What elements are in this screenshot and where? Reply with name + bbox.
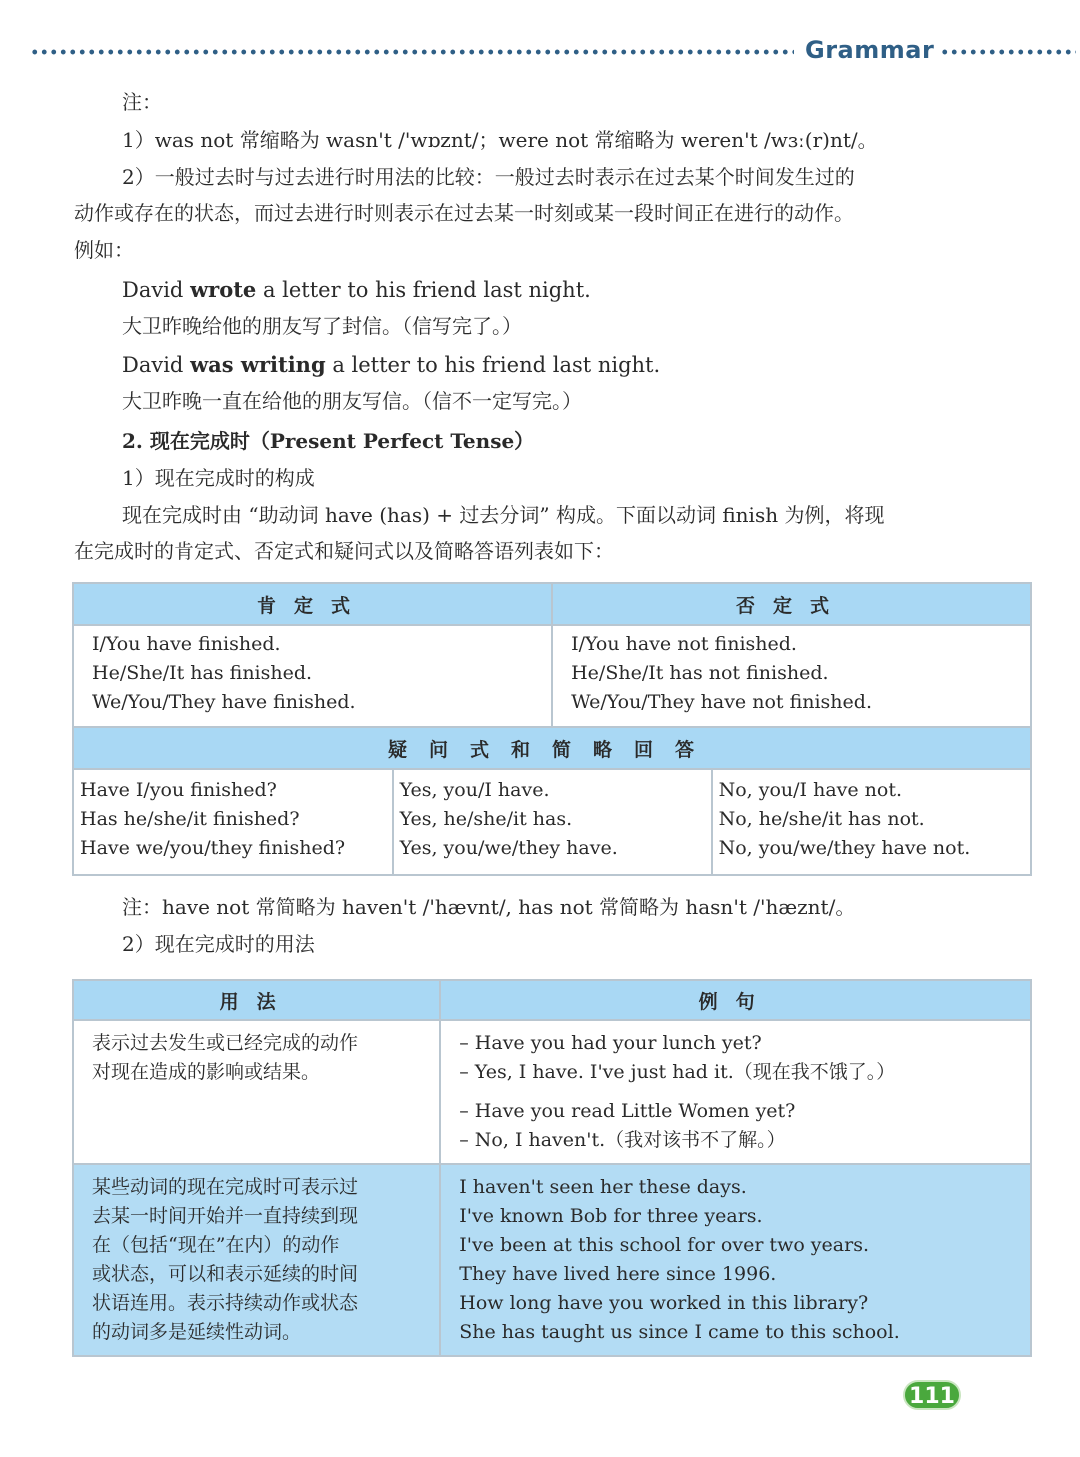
example-line: – No, I haven't.（我对该书不了解。）: [459, 1129, 786, 1151]
yes-line: Yes, you/I have.: [399, 779, 550, 801]
example-1: [122, 276, 591, 304]
spacer: [459, 1087, 1012, 1097]
conjugation-table: [72, 582, 1032, 876]
example-line: I haven't seen her these days.: [459, 1176, 747, 1198]
question-line: Have we/you/they finished?: [80, 837, 346, 859]
example-2-translation: 大卫昨晚一直在给他的朋友写信。（信不一定写完。）: [122, 389, 582, 413]
yes-answer-cell: [393, 769, 712, 875]
example-line: – Have you had your lunch yet?: [459, 1032, 762, 1054]
yes-line: Yes, he/she/it has.: [399, 808, 573, 830]
usage-line: 某些动词的现在完成时可表示过: [92, 1176, 359, 1198]
usage-row-2: [73, 1164, 440, 1356]
neg-line: We/You/They have not finished.: [571, 691, 872, 713]
example-line: – Have you read Little Women yet?: [459, 1100, 796, 1122]
neg-line: I/You have not finished.: [571, 633, 797, 655]
example-line: I've been at this school for over two years.: [459, 1234, 869, 1256]
example-line: I've known Bob for three years.: [459, 1205, 763, 1227]
note-2-line-a: 2）一般过去时与过去进行时用法的比较：一般过去时表示在过去某个时间发生过的: [122, 165, 855, 189]
neg-line: He/She/It has not finished.: [571, 662, 829, 684]
no-line: No, he/she/it has not.: [718, 808, 925, 830]
usage-line: 对现在造成的影响或结果。: [92, 1061, 321, 1083]
affirm-line: He/She/It has finished.: [92, 662, 313, 684]
usage-line: 的动词多是延续性动词。: [92, 1321, 302, 1343]
example-row-1: [440, 1020, 1031, 1164]
example-line: How long have you worked in this library?: [459, 1292, 869, 1314]
section-2-title: 2. 现在完成时（Present Perfect Tense）: [122, 429, 535, 453]
head-usage: 用法: [73, 980, 440, 1020]
usage-row-1: [73, 1020, 440, 1164]
example-1-translation: 大卫昨晚给他的朋友写了封信。（信写完了。）: [122, 314, 522, 338]
question-cell: [73, 769, 393, 875]
no-answer-cell: [712, 769, 1031, 875]
section-2-desc-a: 现在完成时由 “助动词 have (has) + 过去分词” 构成。下面以动词 finish 为例，将现: [122, 503, 885, 527]
question-line: Has he/she/it finished?: [80, 808, 300, 830]
example-2-post: a letter to his friend last night.: [325, 353, 661, 377]
example-2-verb: was writing: [190, 352, 326, 377]
note-label: 注：: [122, 90, 162, 114]
contraction-note: 注：have not 常简略为 haven't /'hævnt/, has not 常简略为 hasn't /'hæznt/。: [122, 895, 856, 919]
head-example: 例句: [440, 980, 1031, 1020]
usage-table: [72, 979, 1032, 1357]
example-2-pre: David: [122, 353, 191, 377]
affirm-line: I/You have finished.: [92, 633, 281, 655]
head-negative: 否定式: [552, 583, 1031, 625]
header-dots-right: [940, 49, 1076, 55]
no-line: No, you/I have not.: [718, 779, 903, 801]
affirm-line: We/You/They have finished.: [92, 691, 356, 713]
note-2-line-b: 动作或存在的状态，而过去进行时则表示在过去某一时刻或某一段时间正在进行的动作。: [74, 201, 854, 225]
usage-line: 在（包括“现在”在内）的动作: [92, 1234, 340, 1256]
head-question: 疑问式和简略回答: [73, 727, 1031, 769]
head-affirmative: 肯定式: [73, 583, 552, 625]
section-2-desc-b: 在完成时的肯定式、否定式和疑问式以及简略答语列表如下：: [74, 539, 614, 563]
example-1-verb: wrote: [190, 277, 257, 302]
page-header: [0, 36, 1080, 66]
example-2: [122, 351, 660, 379]
question-line: Have I/you finished?: [80, 779, 277, 801]
header-title: Grammar: [805, 36, 935, 64]
example-row-2: [440, 1164, 1031, 1356]
section-2-sub2: 2）现在完成时的用法: [122, 932, 315, 956]
affirmative-cell: [73, 625, 552, 727]
no-line: No, you/we/they have not.: [718, 837, 971, 859]
example-line: – Yes, I have. I've just had it.（现在我不饿了。）: [459, 1061, 896, 1083]
usage-line: 状语连用。表示持续动作或状态: [92, 1292, 359, 1314]
example-line: They have lived here since 1996.: [459, 1263, 777, 1285]
note-2-line-c: 例如：: [74, 238, 134, 262]
negative-cell: [552, 625, 1031, 727]
note-1: 1）was not 常缩略为 wasn't /'wɒznt/；were not 常缩略为 weren't /wɜː(r)nt/。: [122, 128, 878, 152]
usage-line: 表示过去发生或已经完成的动作: [92, 1032, 359, 1054]
usage-line: 或状态，可以和表示延续的时间: [92, 1263, 359, 1285]
example-1-pre: David: [122, 278, 191, 302]
example-line: She has taught us since I came to this school.: [459, 1321, 900, 1343]
section-2-sub1: 1）现在完成时的构成: [122, 466, 315, 490]
example-1-post: a letter to his friend last night.: [256, 278, 591, 302]
usage-line: 去某一时间开始并一直持续到现: [92, 1205, 359, 1227]
yes-line: Yes, you/we/they have.: [399, 837, 618, 859]
page-number: 111: [903, 1380, 961, 1410]
header-dots-left: [30, 49, 794, 55]
